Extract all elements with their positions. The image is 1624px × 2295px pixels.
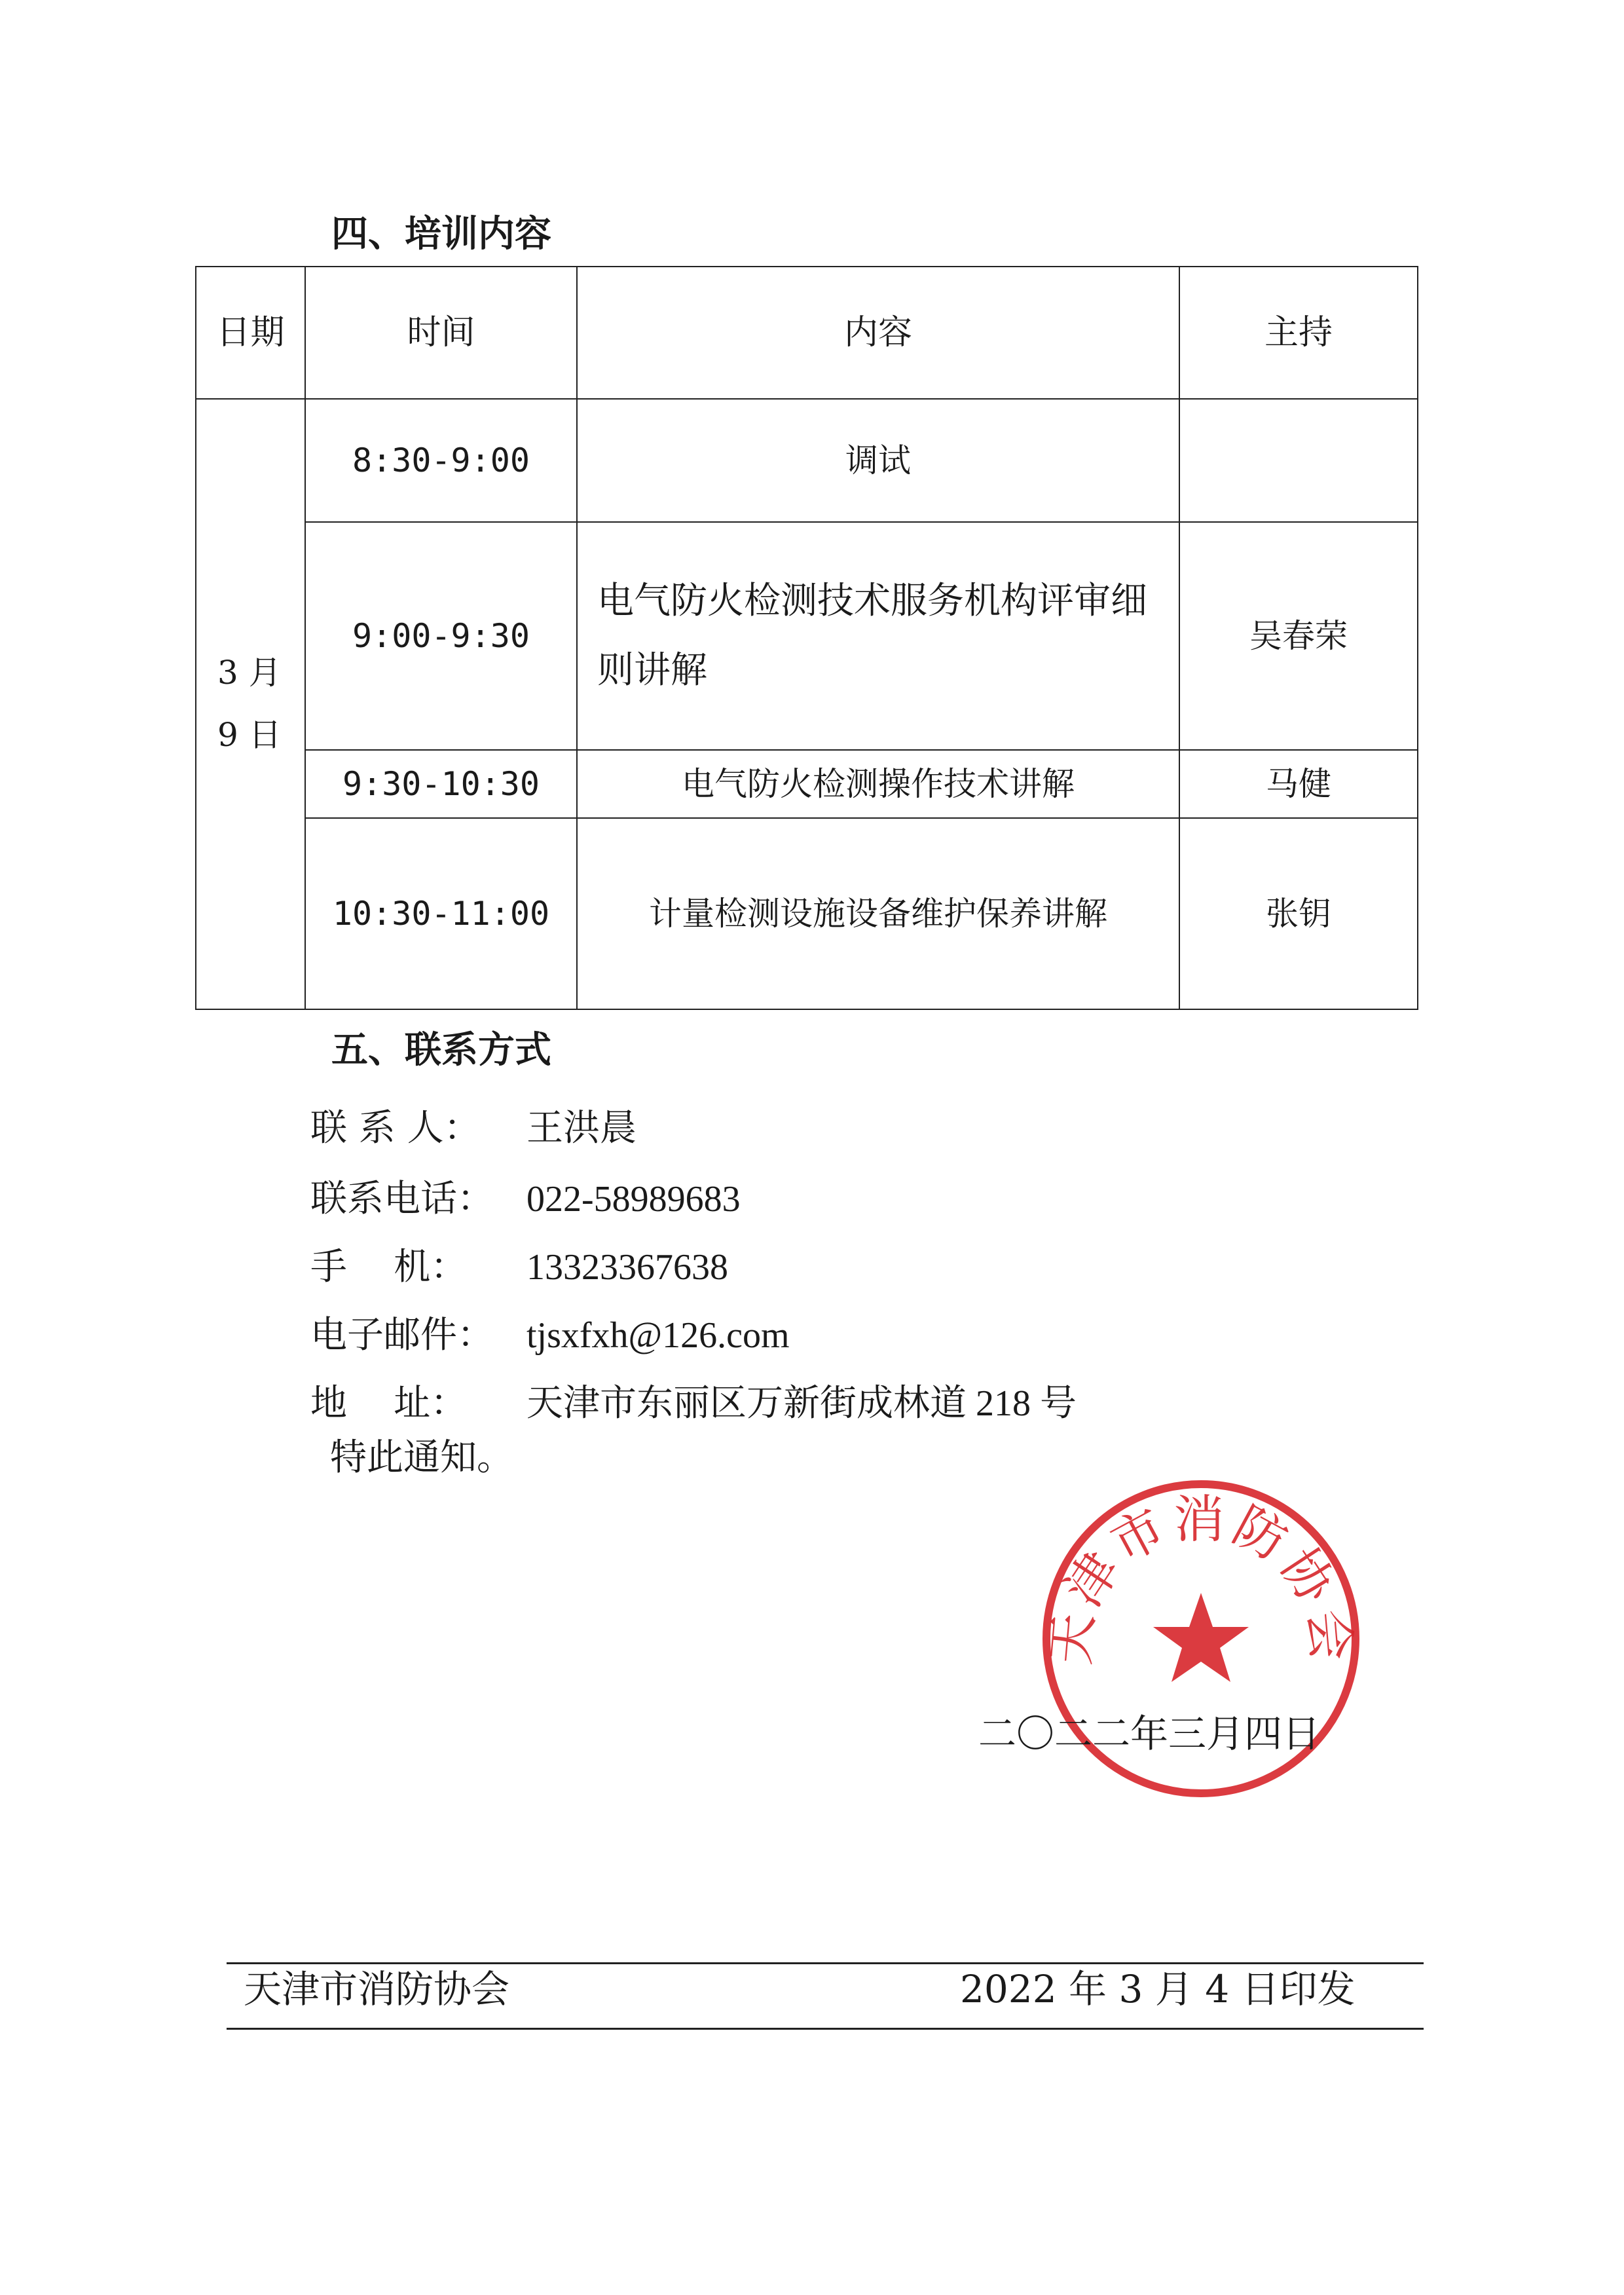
content-cell: 调试 xyxy=(577,399,1179,522)
contact-person-row xyxy=(310,1099,637,1151)
content-cell: 电气防火检测操作技术讲解 xyxy=(577,750,1179,818)
contact-address-value: 天津市东丽区万新街成林道 218 号 xyxy=(526,1383,1077,1424)
contact-address-label: 地 址： xyxy=(310,1382,468,1425)
contact-email-row xyxy=(310,1306,790,1358)
time-cell: 9:30-10:30 xyxy=(305,750,577,818)
time-cell: 9:00-9:30 xyxy=(305,522,577,750)
section4-title: 四、培训内容 xyxy=(331,213,551,255)
table-header-row xyxy=(196,267,1418,399)
time-cell: 8:30-9:00 xyxy=(305,399,577,522)
footer-org: 天津市消防协会 xyxy=(244,1967,510,2011)
content-cell: 计量检测设施设备维护保养讲解 xyxy=(577,818,1179,1009)
contact-address-row xyxy=(310,1374,1077,1427)
contact-phone-value: 022-58989683 xyxy=(526,1179,741,1220)
contact-mobile-value: 13323367638 xyxy=(526,1247,728,1288)
contact-mobile-label: 手 机： xyxy=(310,1246,468,1288)
date-day: 9 日 xyxy=(217,716,282,754)
table-row xyxy=(196,399,1418,522)
date-month: 3 月 xyxy=(217,654,282,692)
contact-email-value: tjsxfxh@126.com xyxy=(526,1315,790,1356)
table-row xyxy=(196,818,1418,1009)
time-cell: 10:30-11:00 xyxy=(305,818,577,1009)
contact-mobile-row xyxy=(310,1238,728,1290)
contact-person-label: 联 系 人： xyxy=(310,1107,481,1149)
table-row xyxy=(196,750,1418,818)
header-content: 内容 xyxy=(577,267,1179,399)
content-cell: 电气防火检测技术服务机构评审细则讲解 xyxy=(577,522,1179,750)
sign-date: 二〇二二年三月四日 xyxy=(978,1711,1321,1756)
footer-bottom-rule xyxy=(227,2028,1424,2030)
seal-lettering: 天津市消防协会 xyxy=(1041,1490,1361,1668)
contact-email-label: 电子邮件： xyxy=(310,1314,494,1356)
footer-issue-date: 2022 年 3 月 4 日印发 xyxy=(960,1967,1356,2011)
host-cell: 马健 xyxy=(1179,750,1418,818)
table-row xyxy=(196,522,1418,750)
training-schedule-table xyxy=(195,266,1418,1010)
contact-phone-label: 联系电话： xyxy=(310,1178,494,1220)
host-cell: 吴春荣 xyxy=(1179,522,1418,750)
header-host: 主持 xyxy=(1179,267,1418,399)
contact-phone-row xyxy=(310,1170,741,1222)
header-time: 时间 xyxy=(305,267,577,399)
contact-person-value: 王洪晨 xyxy=(526,1108,637,1149)
footer-top-rule xyxy=(227,1962,1424,1964)
section5-title: 五、联系方式 xyxy=(331,1029,551,1072)
host-cell: 张钥 xyxy=(1179,818,1418,1009)
closing-text: 特此通知。 xyxy=(330,1436,513,1479)
seal-star-icon xyxy=(1153,1593,1249,1682)
date-cell xyxy=(196,399,305,1009)
header-date: 日期 xyxy=(196,267,305,399)
host-cell xyxy=(1179,399,1418,522)
